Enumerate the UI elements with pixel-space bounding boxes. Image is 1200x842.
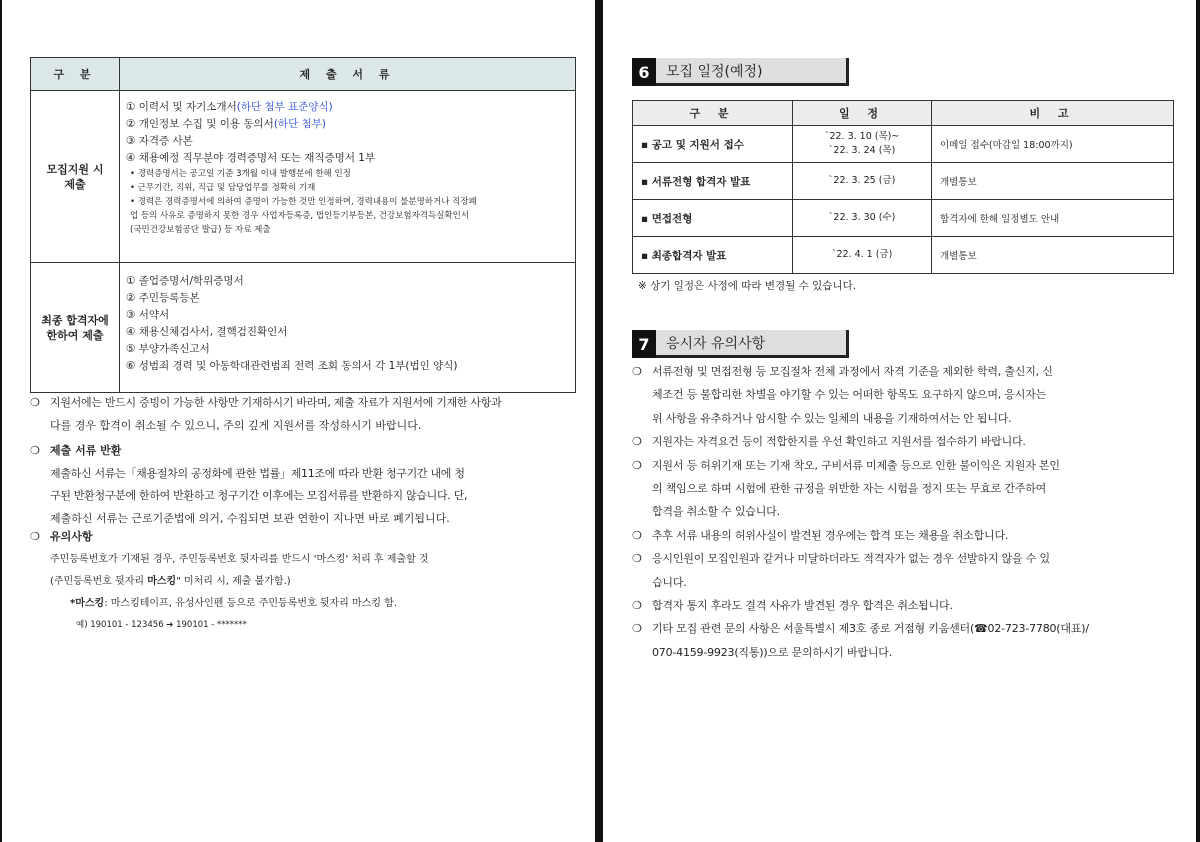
list-item: ① 졸업증명서/학위증명서	[126, 275, 244, 287]
schedule-date: `22. 4. 1 (금)	[793, 237, 932, 274]
paragraph-line	[632, 360, 1178, 383]
category-application	[31, 91, 120, 263]
category-line: 모집지원 시	[46, 162, 104, 176]
date-line: `22. 3. 24 (목)	[828, 145, 896, 156]
note-line: 업 등의 사유로 증명하지 못한 경우 사업자등록증, 법인등기부등본, 건강보험자격득실확인서	[130, 211, 470, 221]
line-text: 습니다.	[652, 575, 687, 589]
paragraph-line	[632, 641, 1178, 664]
schedule-date	[793, 126, 932, 163]
paragraph-line	[632, 477, 1178, 500]
paragraph-line	[632, 454, 1178, 477]
header-documents: 제 출 서 류	[120, 58, 576, 91]
header-schedule: 일 정	[793, 101, 932, 126]
list-item	[126, 99, 571, 116]
category-final	[31, 263, 120, 393]
paragraph-line: 제출하신 서류는「채용절차의 공정화에 관한 법률」제11조에 따라 반환 청구기간 내에 청	[50, 466, 465, 480]
paragraph-line	[632, 430, 1178, 453]
note-line: (국민건강보험공단 발급) 등 자료 제출	[130, 225, 271, 235]
notice-section	[30, 526, 578, 635]
schedule-step: ▪ 면접전형	[633, 200, 793, 237]
list-item	[632, 617, 1178, 664]
line-text: 체조건 등 불합리한 차별을 야기할 수 있는 어떠한 항목도 요구하지 않으며, 응시자는	[652, 388, 1047, 402]
note-line: • 경력은 경력증명서에 의하여 증명이 가능한 것만 인정하며, 경력내용이 불분명하거나 직장폐	[130, 197, 477, 207]
mask-definition	[30, 593, 578, 615]
list-item: ③ 서약서	[126, 309, 170, 321]
paragraph-line	[30, 571, 578, 593]
line-text: 추후 서류 내용의 허위사실이 발견된 경우에는 합격 또는 채용을 취소합니다.	[652, 528, 1009, 542]
bullet-mark: ❍	[632, 552, 642, 566]
paragraph-line	[632, 571, 1178, 594]
form-link[interactable]: (하단 첨부)	[273, 118, 326, 130]
table-row	[633, 163, 1174, 200]
application-warning	[30, 392, 578, 437]
category-line: 최종 합격자에	[41, 313, 109, 327]
mask-description: : 마스킹테이프, 유성사인펜 등으로 주민등록번호 뒷자리 마스킹 함.	[104, 597, 398, 609]
bullet-mark: ❍	[632, 458, 642, 472]
list-item: ③ 자격증 사본	[126, 135, 193, 147]
section-6-header	[632, 58, 849, 86]
paragraph-line	[632, 407, 1178, 430]
text-part: " 미처리 시, 제출 불가함.)	[176, 575, 291, 587]
bullet-mark: ❍	[632, 365, 642, 378]
bullet-mark	[632, 477, 652, 500]
paragraph-line: 주민등록번호가 기재된 경우, 주민등록번호 뒷자리를 반드시 '마스킹' 처리 후 제출할 것	[50, 553, 429, 565]
line-text: 지원자는 자격요건 등이 적합한지를 우선 확인하고 지원서를 접수하기 바랍니다.	[652, 435, 1026, 449]
list-item	[632, 360, 1178, 430]
bullet-mark: ❍	[30, 444, 40, 457]
line-text: 위 사항을 유추하거나 암시할 수 있는 일체의 내용을 기재하여서는 안 됩니다.	[652, 411, 1012, 425]
schedule-remark: 개별통보	[932, 163, 1174, 200]
bullet-mark: ❍	[632, 528, 642, 542]
note-line: • 근무기간, 직위, 직급 및 담당업무를 정확히 기재	[130, 183, 316, 193]
schedule-table-header	[633, 101, 1174, 126]
schedule-step: ▪ 공고 및 지원서 접수	[633, 126, 793, 163]
list-item	[632, 547, 1178, 594]
schedule-table	[632, 100, 1174, 274]
paragraph-line: 구된 반환청구분에 한하여 반환하고 청구기간 이후에는 모집서류를 반환하지 않습니다. 단,	[50, 489, 468, 502]
documents-table	[30, 57, 576, 393]
item-text: ① 이력서 및 자기소개서	[126, 101, 237, 113]
paragraph-line	[632, 617, 1178, 640]
page-gutter	[595, 0, 603, 842]
paragraph-line	[632, 500, 1178, 523]
section-heading: 제출 서류 반환	[50, 444, 122, 457]
schedule-date: `22. 3. 30 (수)	[793, 200, 932, 237]
header-category: 구 분	[31, 58, 120, 91]
list-item	[632, 524, 1178, 547]
line-text: 지원서 등 허위기재 또는 기재 착오, 구비서류 미제출 등으로 인한 불이익은 지원자 본인	[652, 458, 1060, 472]
paragraph-line	[632, 594, 1178, 617]
schedule-remark: 합격자에 한해 일정별도 안내	[932, 200, 1174, 237]
line-text: 기타 모집 관련 문의 사항은 서울특별시 제3호 종로 거점형 키움센터(☎02-723-7780(대표)/	[652, 622, 1089, 636]
list-item	[632, 594, 1178, 617]
masking-example: 예) 190101 - 123456 ➔ 190101 - *******	[76, 619, 247, 630]
bullet-mark	[632, 407, 652, 430]
section-title: 모집 일정(예정)	[656, 58, 849, 86]
page-edge-left	[0, 0, 2, 842]
page-edge-right	[1196, 0, 1200, 842]
header-remarks: 비 고	[932, 101, 1174, 126]
list-item	[632, 454, 1178, 524]
line-text: 의 책임으로 하며 시험에 관한 규정을 위반한 자는 시험을 정지 또는 무효로 간주하여	[652, 482, 1047, 496]
list-item: ⑥ 성범죄 경력 및 아동학대관련범죄 전력 조회 동의서 각 1부(법인 양식)	[126, 360, 458, 372]
final-documents	[120, 263, 576, 393]
right-page	[632, 0, 1182, 842]
documents-table-header	[31, 58, 576, 91]
line-text: 서류전형 및 면접전형 등 모집절차 전체 과정에서 자격 기준을 제외한 학력, 출신지, 신	[652, 365, 1053, 378]
line-text: 응시인원이 모집인원과 같거나 미달하더라도 적격자가 없는 경우 선발하지 않을 수 있	[652, 552, 1050, 566]
paragraph-line: 다를 경우 합격이 취소될 수 있으니, 주의 깊게 지원서를 작성하시기 바랍니다.	[50, 418, 422, 432]
schedule-date: `22. 3. 25 (금)	[793, 163, 932, 200]
schedule-step: ▪ 최종합격자 발표	[633, 237, 793, 274]
mask-label: *마스킹	[70, 597, 105, 609]
line-text: 합격자 통지 후라도 결격 사유가 발견된 경우 합격은 취소됩니다.	[652, 599, 953, 613]
paragraph-line: 지원서에는 반드시 증빙이 가능한 사항만 기재하시기 바라며, 제출 자료가 지원서에 기재한 사항과	[50, 396, 502, 409]
bullet-mark: ❍	[632, 599, 642, 613]
list-item: ④ 채용신체검사서, 결핵검진확인서	[126, 326, 288, 338]
section-heading: 유의사항	[50, 530, 93, 543]
line-text: 합격을 취소할 수 있습니다.	[652, 505, 780, 519]
bullet-mark	[632, 641, 652, 664]
list-item	[632, 430, 1178, 453]
text-part: (주민등록번호 뒷자리	[50, 575, 148, 587]
schedule-step: ▪ 서류전형 합격자 발표	[633, 163, 793, 200]
applicant-notices	[632, 360, 1178, 664]
bullet-mark: ❍	[632, 435, 642, 449]
section-number: 6	[632, 58, 656, 86]
section-7-header	[632, 330, 849, 358]
paragraph-line: 제출하신 서류는 근로기준법에 의거, 수집되면 보관 연한이 지나면 바로 폐기됩니다.	[50, 511, 450, 525]
bullet-mark	[632, 571, 652, 594]
bullet-mark: ❍	[30, 530, 40, 543]
table-row	[633, 126, 1174, 163]
item-text: ② 개인정보 수집 및 이용 동의서	[126, 118, 274, 130]
text-part: 마스킹	[147, 575, 177, 587]
bullet-mark: ❍	[30, 396, 40, 409]
bullet-mark	[632, 500, 652, 523]
bullet-mark	[632, 383, 652, 406]
table-row	[633, 200, 1174, 237]
return-section	[30, 440, 578, 530]
left-page	[30, 0, 578, 842]
header-category: 구 분	[633, 101, 793, 126]
category-line: 제출	[64, 177, 86, 191]
form-link[interactable]: (하단 첨부 표준양식)	[236, 101, 333, 113]
paragraph-line	[632, 383, 1178, 406]
date-line: `22. 3. 10 (목)~	[824, 131, 900, 142]
list-item: ⑤ 부양가족신고서	[126, 343, 210, 355]
section-number: 7	[632, 330, 656, 358]
table-row	[633, 237, 1174, 274]
table-row	[31, 91, 576, 263]
note-line: • 경력증명서는 공고일 기준 3개월 이내 발행분에 한해 인정	[130, 169, 351, 179]
list-item: ④ 채용예정 직무분야 경력증명서 또는 재직증명서 1부	[126, 152, 376, 164]
table-row	[31, 263, 576, 393]
application-documents	[120, 91, 576, 263]
section-title: 응시자 유의사항	[656, 330, 849, 358]
paragraph-line	[632, 547, 1178, 570]
list-item: ② 주민등록등본	[126, 292, 200, 304]
schedule-footnote: ※ 상기 일정은 사정에 따라 변경될 수 있습니다.	[638, 280, 857, 292]
schedule-remark: 개별통보	[932, 237, 1174, 274]
schedule-remark: 이메일 접수(마감일 18:00까지)	[932, 126, 1174, 163]
line-text: 070-4159-9923(직통))으로 문의하시기 바랍니다.	[652, 645, 893, 659]
category-line: 한하여 제출	[46, 328, 104, 342]
list-item	[126, 116, 571, 133]
bullet-mark: ❍	[632, 622, 642, 636]
paragraph-line	[632, 524, 1178, 547]
